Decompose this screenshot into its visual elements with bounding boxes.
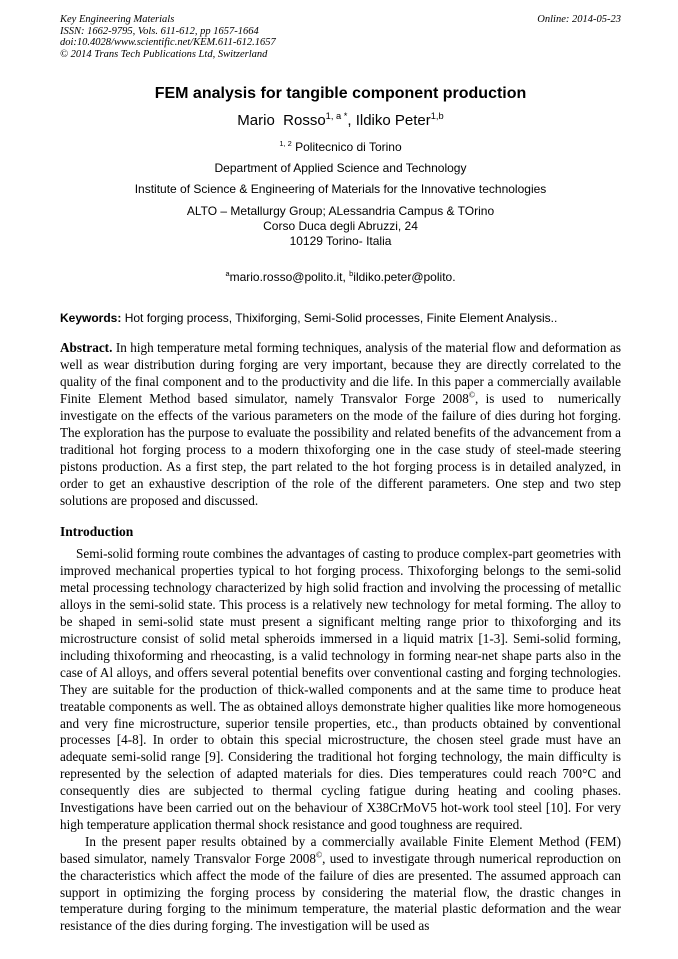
affiliation-group: ALTO – Metallurgy Group; ALessandria Campus & TOrino [186, 204, 495, 219]
author-1-name: Mario Rosso [237, 112, 326, 130]
keywords-line [60, 311, 621, 325]
affiliation-street: Corso Duca degli Abruzzi, 24 [263, 219, 418, 234]
author-1-sup: 1, a * [325, 111, 348, 122]
journal-header-left [60, 14, 276, 60]
email-b: ildiko.peter@polito. [353, 270, 456, 285]
copyright-sup: © [468, 390, 476, 400]
introduction-heading: Introduction [60, 524, 134, 540]
online-date: Online: 2014-05-23 [537, 14, 621, 25]
journal-title: Key Engineering Materials [60, 14, 175, 25]
affiliation-city: 10129 Torino- Italia [289, 234, 392, 249]
email-a: mario.rosso@polito.it, [229, 270, 350, 285]
copyright-sup-2: © [315, 850, 323, 860]
abstract-label: Abstract. [60, 340, 116, 356]
journal-header [60, 14, 621, 60]
authors-separator: , [347, 112, 356, 130]
doi-line: doi:10.4028/www.scientific.net/KEM.611-612.1657 [60, 37, 276, 49]
abstract-text-2: , is used to numerically investigate on the effects of the various parameters on the mode of the failure of dies during hot forging. The exploration has the purpose to evaluate the possibility and related benefits of the advancement from a traditional hot forging process to a modern thixoforging one in the case study of steel-made steering pistons production. As a first step, the part related to the hot forging process is in detailed analyzed, in order to get an exhaustive description of the role of the different parameters. One step and two step solutions are proposed and discussed. [60, 391, 625, 508]
introduction-paragraph-2 [60, 833, 625, 935]
abstract-paragraph [60, 340, 628, 509]
affiliation-sup: 1, 2 [279, 139, 292, 149]
affiliation-department: Department of Applied Science and Technology [214, 161, 467, 176]
affiliation-address-block [60, 204, 621, 249]
introduction-paragraph-1: Semi-solid forming route combines the advantages of casting to produce complex-part geometries with improved mechanical properties typical to hot forging process. Thixoforging belongs to the semi-solid metal processing technology characterized by high solid fraction and involving the processing of metallic alloys in the semi-solid state. This process is a relatively new technology for metal forming. The alloy to be shaped in semi-solid state must present a significant melting range prior to thixoforging and its microstructure consist of solid metal spheroids immersed in a liquid matrix [1-3]. Semi-solid forming, including thixoforming and rheocasting, is a valid technology in forming near-net shape parts also in the case of Al alloys, and offers several potential benefits over conventional casting and forging technologies. They are suitable for the production of thick-walled components and at the same time to produce heat treatable components as well. The as obtained alloys demonstrate higher qualities like more homogeneous and very fine microstructure, superior tensile properties, etc., than products obtained by conventional processes [4-8]. In order to obtain this special microstructure, the chosen steel grade must have an adequate semi-solid range [9]. Considering the traditional hot forging technology, the main difficulty is represented by the selection of adapted materials for dies. Dies temperatures could reach 700°C and consequently dies are subjected to thermal cycling fatigue during heating and cooling phases. Investigations have been carried out on the behaviour of X38CrMoV5 hot-work tool steel [10]. For very high temperature application thermal shock resistance and good toughness are required. [60, 546, 625, 832]
email-b-sup: b [349, 269, 354, 279]
paper-title: FEM analysis for tangible component production [154, 85, 527, 103]
author-2-sup: 1,b [430, 111, 444, 122]
copyright-line: © 2014 Trans Tech Publications Ltd, Switzerland [60, 48, 268, 60]
abstract-text-1: In high temperature metal forming techniques, analysis of the material flow and deformation as well as wear distribution during forging are very important, because they are directly correlated to the quality of the final component and to the productivity and die life. In this paper a commercially available Finite Element Method based simulator, namely Transvalor Forge 2008 [60, 340, 628, 407]
keywords-text: Hot forging process, Thixiforging, Semi-Solid processes, Finite Element Analysis.. [124, 311, 558, 326]
affiliation-university [60, 140, 621, 154]
email-a-sup: a [225, 269, 230, 279]
affiliation-institute: Institute of Science & Engineering of Materials for the Innovative technologies [134, 182, 547, 197]
introduction-p2-text-1: In the present paper results obtained by a commercially available Finite Element Method (FEM) based simulator, namely Transvalor Forge 2008 [60, 833, 625, 866]
emails-line [60, 270, 621, 284]
author-2-name: Ildiko Peter [355, 112, 431, 130]
authors-line [60, 112, 621, 129]
introduction-p2-text-2: , used to investigate through numerical reproduction on the characteristics which affect the mode of the failure of dies are presented. The assumed approach can support in optimizing the forging process by considering the material flow, the drastic changes in temperature during forging to the minimum temperature, the material plastic deformation and the wear resistance of the dies during forging. The investigation will be used as [60, 850, 625, 934]
issn-line: ISSN: 1662-9795, Vols. 611-612, pp 1657-1664 [60, 25, 259, 37]
affiliation-university-name: Politecnico di Torino [291, 140, 402, 155]
keywords-label: Keywords: [60, 311, 125, 326]
